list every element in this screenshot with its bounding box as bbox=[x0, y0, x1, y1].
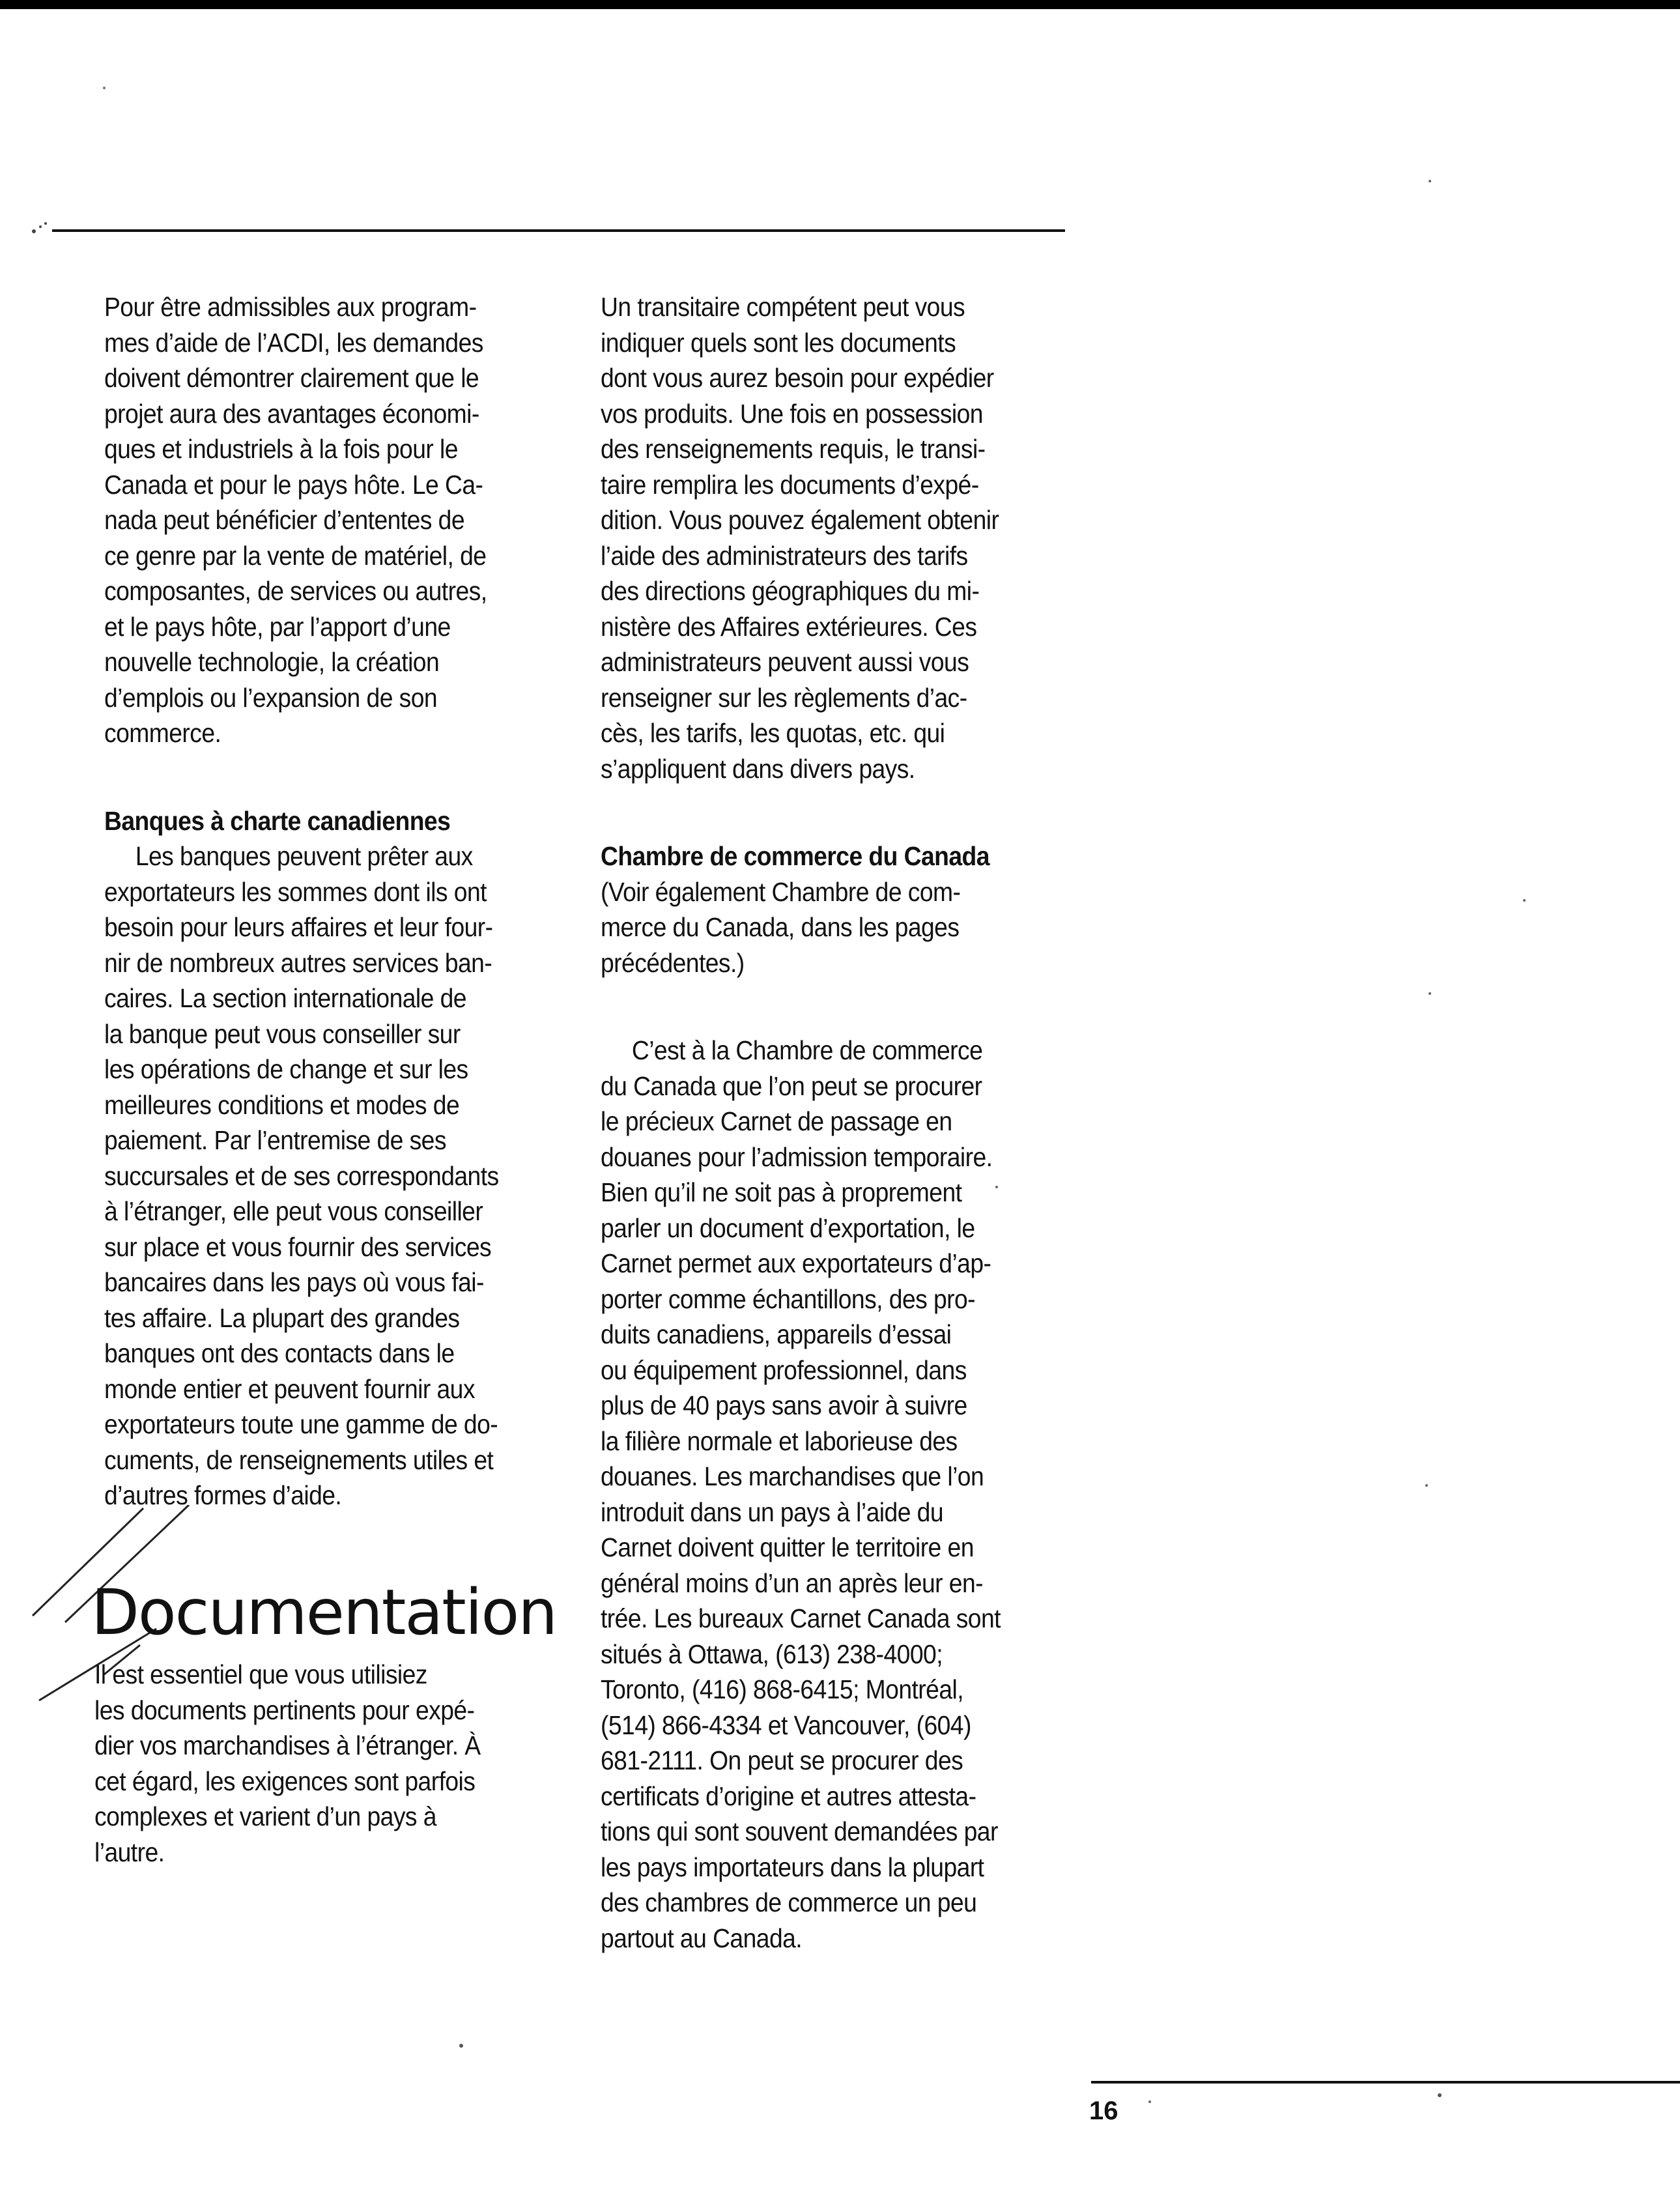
chamber-heading: Chambre de commerce du Canada bbox=[601, 841, 989, 871]
spacer bbox=[601, 981, 1092, 1033]
intro-paragraph: Pour être admissibles aux program- mes d’aide de l’ACDI, les demandes doivent démontrer clairement que le projet aura des avantages économi- ques et industriels à la fois pour le Canada et pour le pays hôte. Le Ca- nada peut bénéficier d’ententes de ce genre par la vente de matériel, de composantes, de services ou autres, et le pays hôte, par l’apport d’une nouvelle technologie, la création d’emplois ou l’expansion de son commerce. bbox=[104, 292, 487, 748]
spacer bbox=[104, 751, 560, 803]
chamber-note: (Voir également Chambre de com- merce du Canada, dans les pages précédentes.) bbox=[601, 876, 961, 978]
header-rule bbox=[52, 229, 1065, 232]
footer-rule bbox=[1091, 2081, 1680, 2084]
banks-paragraph: Les banques peuvent prêter aux exportateurs les sommes dont ils ont besoin pour leurs affaires et leur four- nir de nombreux autres services ban- caires. La section internationale de la banque peut vous conseiller sur les opérations de change et sur les meilleures conditions et modes de paiement. Par l’entremise de ses succursales et de ses correspondants à l’étranger, elle peut vous conseiller sur place et vous fournir des services bancaires dans les pays où vous fai- tes affaire. La plupart des grandes banques ont des contacts dans le monde entier et peuvent fournir aux exportateurs toute une gamme de do- cuments, de renseignements utiles et d’autres formes d’aide. bbox=[104, 841, 499, 1510]
scan-top-border bbox=[0, 0, 1680, 9]
left-column bbox=[104, 289, 560, 1513]
page-number: 16 bbox=[1089, 2097, 1118, 2125]
documentation-title: Documentation bbox=[91, 1576, 557, 1649]
forwarder-paragraph: Un transitaire compétent peut vous indiquer quels sont les documents dont vous aurez besoin pour expédier vos produits. Une fois en possession des renseignements requis, le transi- taire remplira les documents d’expé- dition. Vous pouvez également obtenir l’aide des administrateurs des tarifs des directions géographiques du mi- nistère des Affaires extérieures. Ces administrateurs peuvent aussi vous renseigner sur les règlements d’ac- cès, les tarifs, les quotas, etc. qui s’appliquent dans divers pays. bbox=[601, 292, 999, 784]
documentation-paragraph: Il est essentiel que vous utilisiez les documents pertinents pour expé- dier vos marchandises à l’étranger. À cet égard, les exigences sont parfois complexes et varient d’un pays à l’autre. bbox=[94, 1659, 481, 1867]
banks-heading: Banques à charte canadiennes bbox=[104, 805, 451, 836]
spacer bbox=[601, 786, 1092, 838]
right-column bbox=[601, 289, 1092, 1956]
carnet-paragraph: C’est à la Chambre de commerce du Canada que l’on peut se procurer le précieux Carnet de passage en douanes pour l’admission temporaire. Bien qu’il ne soit pas à proprement parler un document d’exportation, le Carnet permet aux exportateurs d’ap- porter comme échantillons, des pro- duits canadiens, appareils d’essai ou équipement professionnel, dans plus de 40 pays sans avoir à suivre la filière normale et laborieuse des douanes. Les marchandises que l’on introduit dans un pays à l’aide du Carnet doivent quitter le territoire en général moins d’un an après leur en- trée. Les bureaux Carnet Canada sont situés à Ottawa, (613) 238-4000; Toronto, (416) 868-6415; Montréal, (514) 866-4334 et Vancouver, (604) 681-2111. On peut se procurer des certificats d’origine et autres attesta- tions qui sont souvent demandées par les pays importateurs dans la plupart des chambres de commerce un peu partout au Canada. bbox=[601, 1035, 1001, 1953]
